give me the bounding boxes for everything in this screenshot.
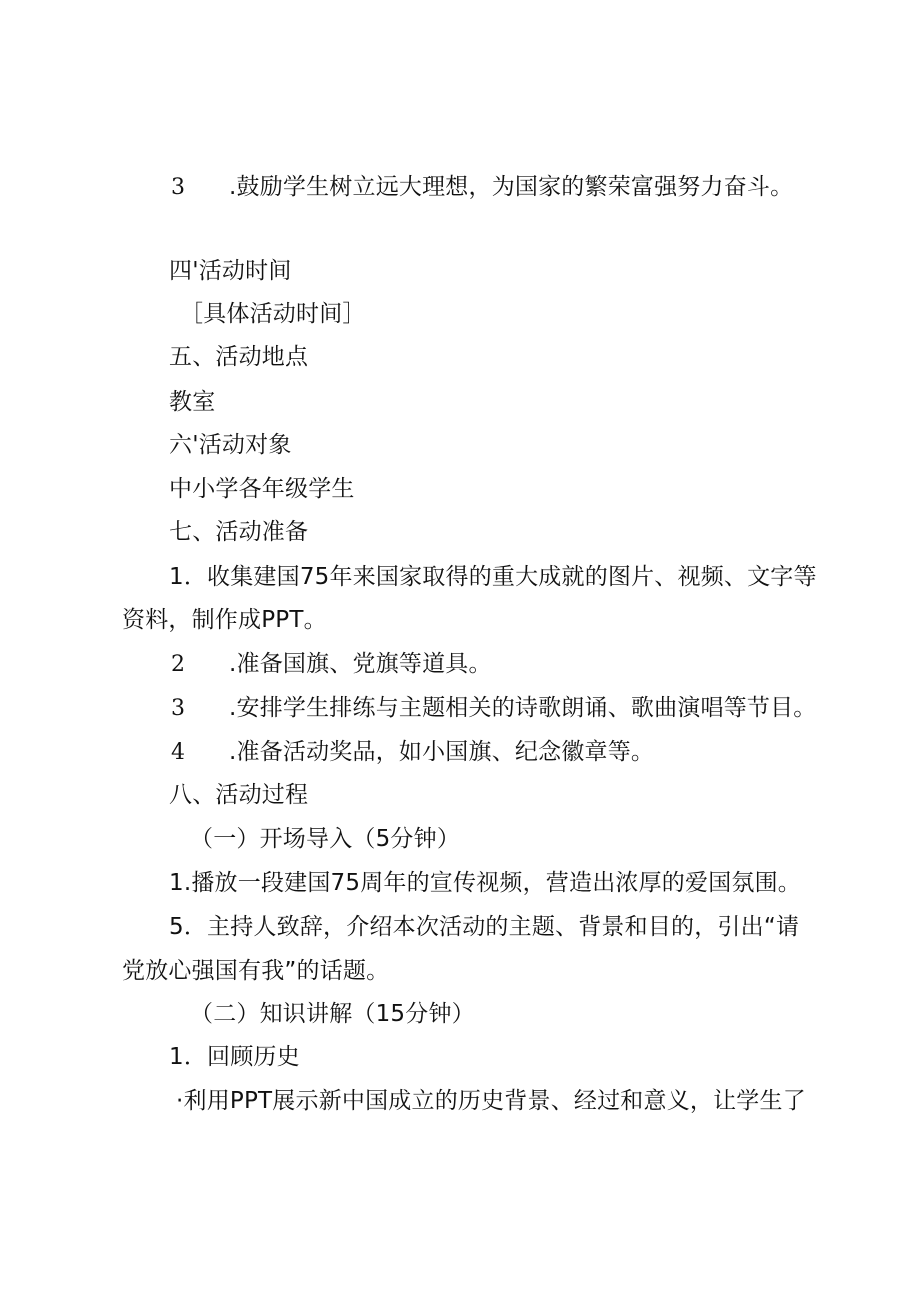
section-heading-preparation: 七、活动准备 bbox=[169, 519, 309, 545]
section-heading-audience: 六'活动对象 bbox=[169, 432, 292, 458]
knowledge-bullet-1: ·利用PPT展示新中国成立的历史背景、经过和意义，让学生了 bbox=[176, 1088, 806, 1114]
prep-item-2-text: .准备国旗、党旗等道具。 bbox=[229, 651, 492, 677]
prep-item-1-continued: 资料，制作成PPT。 bbox=[122, 607, 327, 633]
section-heading-location: 五、活动地点 bbox=[169, 344, 309, 370]
subsection-opening: （一）开场导入（5分钟） bbox=[190, 826, 461, 852]
prep-item-4 bbox=[171, 737, 654, 768]
prep-item-3 bbox=[171, 693, 817, 724]
goal-item-3-number: 3 bbox=[171, 175, 186, 200]
prep-item-4-text: .准备活动奖品，如小国旗、纪念徽章等。 bbox=[229, 739, 655, 765]
prep-item-3-text: .安排学生排练与主题相关的诗歌朗诵、歌曲演唱等节目。 bbox=[229, 695, 817, 721]
opening-item-2-continued: 党放心强国有我”的话题。 bbox=[122, 958, 390, 984]
goal-item-3 bbox=[171, 172, 793, 203]
section-heading-time: 四'活动时间 bbox=[169, 258, 292, 284]
section-heading-process: 八、活动过程 bbox=[169, 782, 309, 808]
prep-item-3-number: 3 bbox=[171, 696, 186, 721]
subsection-knowledge: （二）知识讲解（15分钟） bbox=[190, 1001, 475, 1027]
prep-item-2-number: 2 bbox=[171, 652, 186, 677]
activity-time-value: ［具体活动时间］ bbox=[180, 301, 366, 327]
prep-item-1: 1．收集建国75年来国家取得的重大成就的图片、视频、文字等 bbox=[169, 564, 817, 590]
opening-item-1: 1.播放一段建国75周年的宣传视频，营造出浓厚的爱国氛围。 bbox=[169, 870, 802, 896]
prep-item-4-number: 4 bbox=[171, 740, 186, 765]
prep-item-2 bbox=[171, 649, 492, 680]
opening-item-2: 5．主持人致辞，介绍本次活动的主题、背景和目的，引出“请 bbox=[169, 914, 800, 940]
goal-item-3-text: .鼓励学生树立远大理想，为国家的繁荣富强努力奋斗。 bbox=[229, 174, 794, 200]
knowledge-item-1: 1．回顾历史 bbox=[169, 1044, 300, 1070]
activity-location-value: 教室 bbox=[169, 389, 216, 415]
activity-audience-value: 中小学各年级学生 bbox=[169, 476, 355, 502]
